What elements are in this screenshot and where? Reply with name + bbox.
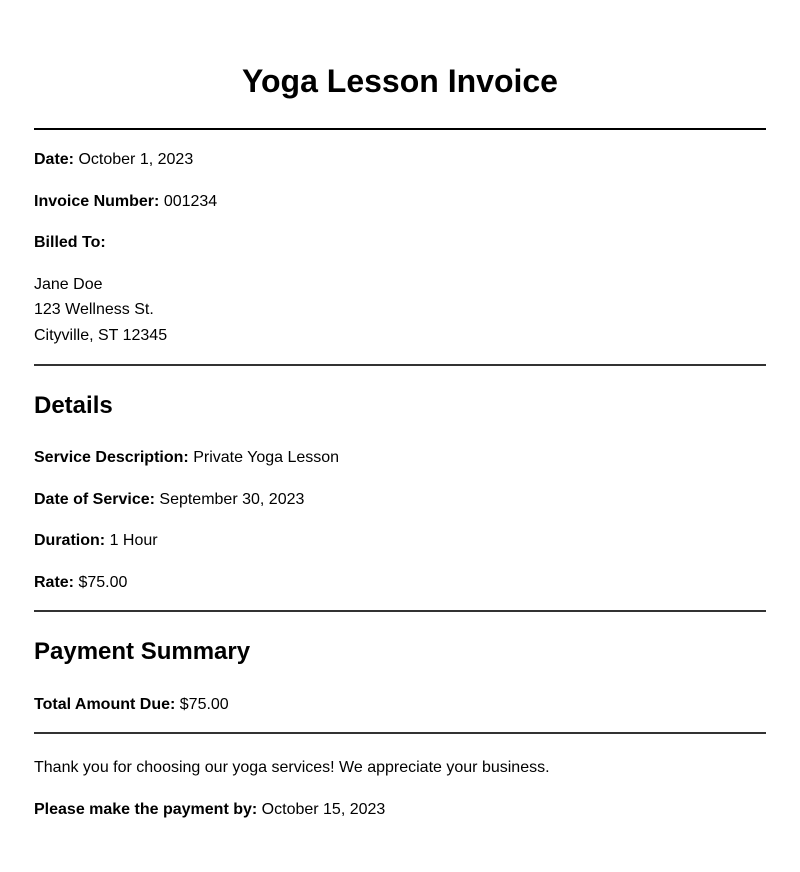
payment-due-value: October 15, 2023 bbox=[261, 801, 386, 818]
invoice-date-value: October 1, 2023 bbox=[78, 151, 194, 168]
duration bbox=[34, 531, 158, 551]
total-amount-value: $75.00 bbox=[179, 696, 229, 713]
duration-label: Duration: bbox=[34, 532, 106, 549]
duration-value: 1 Hour bbox=[109, 532, 158, 549]
details-heading: Details bbox=[34, 392, 113, 419]
billed-street: 123 Wellness St. bbox=[34, 301, 154, 318]
invoice-title: Yoga Lesson Invoice bbox=[242, 63, 558, 99]
divider bbox=[34, 364, 766, 366]
service-date-value: September 30, 2023 bbox=[159, 491, 305, 508]
invoice-date-label: Date: bbox=[34, 151, 75, 168]
rate bbox=[34, 573, 127, 593]
service-description bbox=[34, 448, 339, 468]
service-date-label: Date of Service: bbox=[34, 491, 155, 508]
service-description-value: Private Yoga Lesson bbox=[193, 449, 340, 466]
divider bbox=[34, 128, 766, 130]
payment-due-date bbox=[34, 800, 385, 820]
payment-summary-heading: Payment Summary bbox=[34, 638, 251, 665]
service-description-label: Service Description: bbox=[34, 449, 189, 466]
total-amount-due bbox=[34, 695, 229, 715]
total-amount-label: Total Amount Due: bbox=[34, 696, 176, 713]
payment-due-label: Please make the payment by: bbox=[34, 801, 258, 818]
invoice-number-label: Invoice Number: bbox=[34, 193, 160, 210]
thank-you-note: Thank you for choosing our yoga services! We appreciate your business. bbox=[34, 759, 550, 776]
rate-label: Rate: bbox=[34, 574, 75, 591]
billed-to-label-row bbox=[34, 233, 106, 253]
billed-to-label: Billed To: bbox=[34, 234, 106, 251]
billed-city: Cityville, ST 12345 bbox=[34, 327, 168, 344]
divider bbox=[34, 610, 766, 612]
rate-value: $75.00 bbox=[78, 574, 128, 591]
divider bbox=[34, 732, 766, 734]
service-date bbox=[34, 490, 304, 510]
billed-name: Jane Doe bbox=[34, 276, 103, 293]
invoice-number bbox=[34, 192, 217, 212]
invoice-date bbox=[34, 150, 193, 170]
invoice-number-value: 001234 bbox=[163, 193, 218, 210]
